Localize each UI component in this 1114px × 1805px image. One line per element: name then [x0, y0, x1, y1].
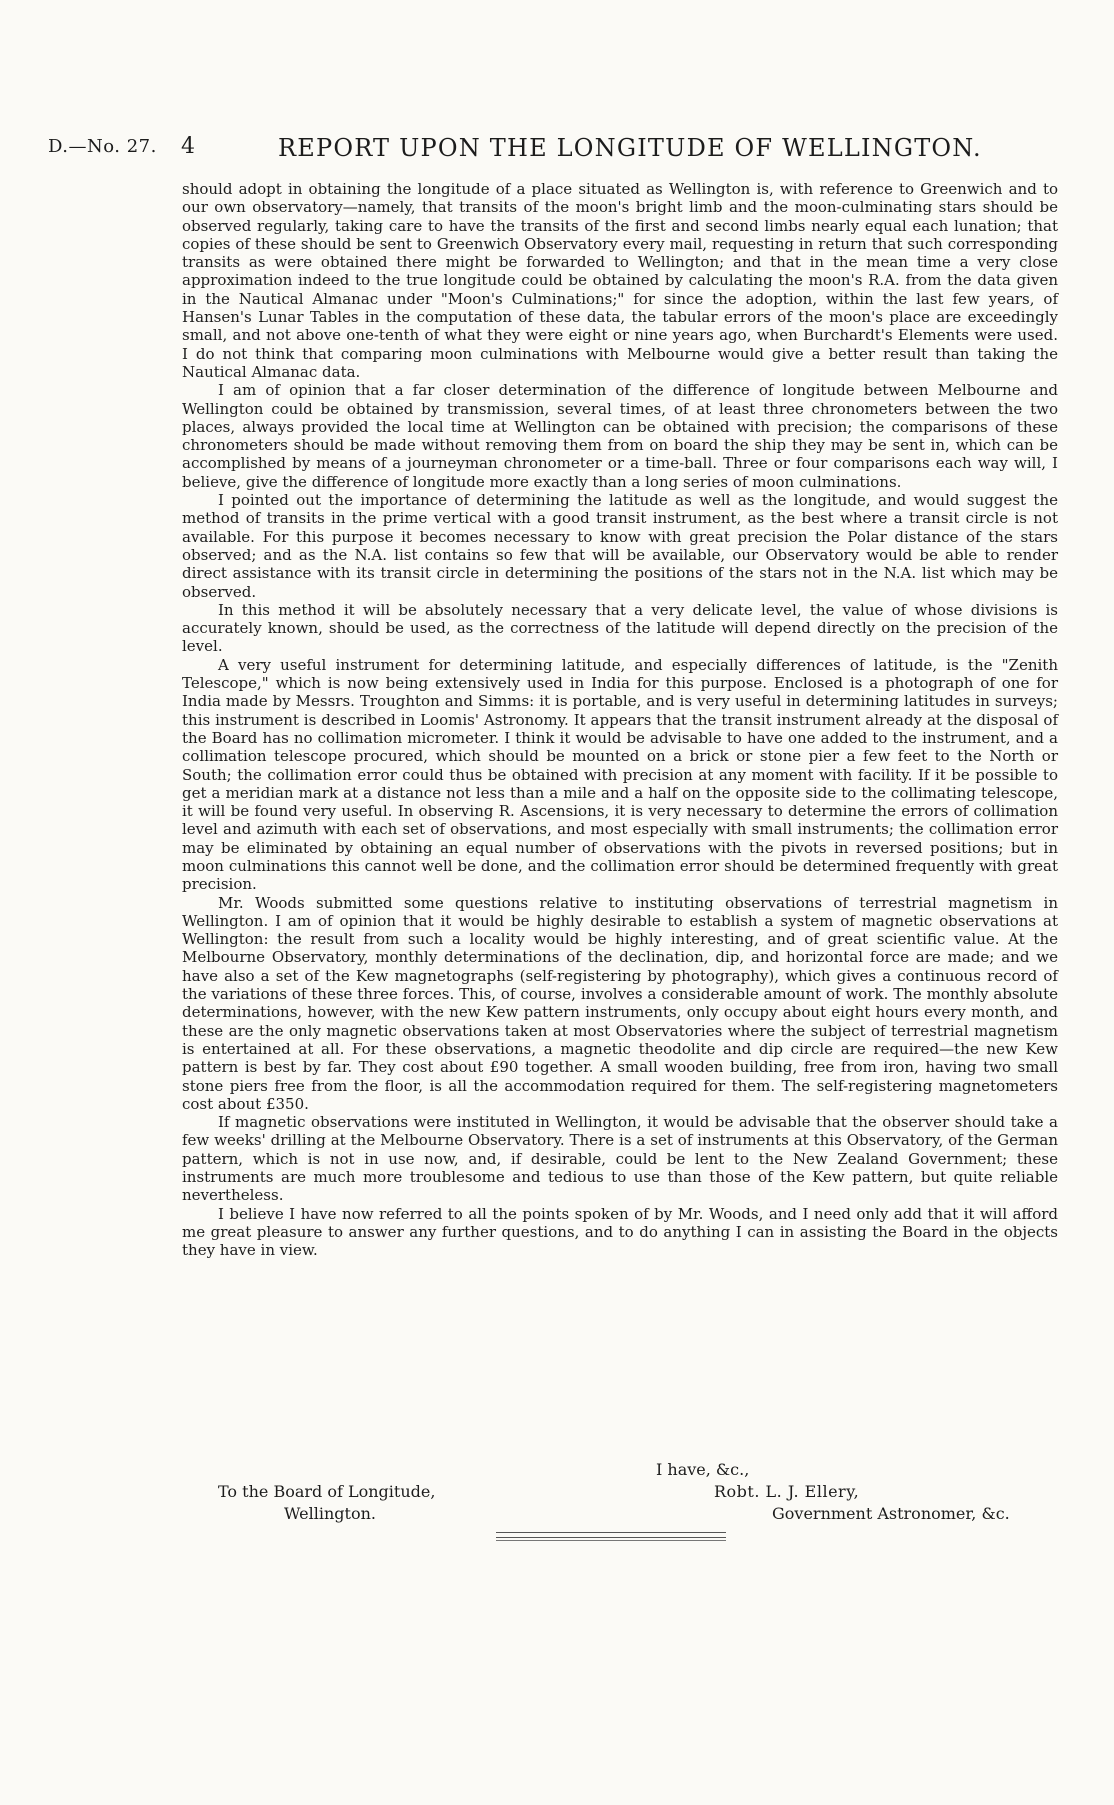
- letter-closing: [182, 1460, 1058, 1570]
- running-title: REPORT UPON THE LONGITUDE OF WELLINGTON.: [278, 134, 982, 162]
- document-reference: D.—No. 27.: [48, 136, 157, 157]
- report-body: [182, 180, 1058, 1260]
- paragraph: I pointed out the importance of determining the latitude as well as the longitude, and would suggest the method of transits in the prime vertical with a good transit instrument, as the best where a transit circle is not available. For this purpose it becomes necessary to know with great precision the Polar distance of the stars observed; and as the N.A. list contains so few that will be available, our Observatory would be able to render direct assistance with its transit circle in determining the positions of the stars not in the N.A. list which may be observed.: [182, 491, 1058, 601]
- paragraph: A very useful instrument for determining latitude, and especially differences of latitude, is the "Zenith Telescope," which is now being extensively used in India for this purpose. Enclosed is a photograph of one for India made by Messrs. Troughton and Simms: it is portable, and is very useful in determining latitudes in surveys; this instrument is described in Loomis' Astronomy. It appears that the transit instrument already at the disposal of the Board has no collimation micrometer. I think it would be advisable to have one added to the instrument, and a collimation telescope procured, which should be mounted on a brick or stone pier a few feet to the North or South; the collimation error could thus be obtained with precision at any moment with facility. If it be possible to get a meridian mark at a distance not less than a mile and a half on the opposite side to the collimating telescope, it will be found very useful. In observing R. Ascensions, it is very necessary to determine the errors of collimation level and azimuth with each set of observations, and most especially with small instruments; the collimation error may be eliminated by obtaining an equal number of observations with the pivots in reversed positions; but in moon culminations this cannot well be done, and the collimation error should be determined frequently with great precision.: [182, 655, 1058, 894]
- addressee-line: To the Board of Longitude,: [218, 1482, 436, 1501]
- salutation: I have, &c.,: [656, 1460, 750, 1479]
- paragraph: I am of opinion that a far closer determination of the difference of longitude between Melbourne and Wellington could be obtained by transmission, several times, of at least three chronometers between the two places, always provided the local time at Wellington can be obtained with precision; the comparisons of these chronometers should be made without removing them from on board the ship they may be sent in, which can be accomplished by means of a journeyman chronometer or a time-ball. Three or four comparisons each way will, I believe, give the difference of longitude more exactly than a long series of moon culminations.: [182, 381, 1058, 491]
- page-header: [48, 134, 1068, 164]
- closing-rule: [496, 1532, 726, 1538]
- page-number: 4: [181, 134, 195, 159]
- paragraph: If magnetic observations were instituted in Wellington, it would be advisable that the observer should take a few weeks' drilling at the Melbourne Observatory. There is a set of instruments at this Observatory, of the German pattern, which is not in use now, and, if desirable, could be lent to the New Zealand Government; these instruments are much more troublesome and tedious to use than those of the Kew pattern, but quite reliable nevertheless.: [182, 1113, 1058, 1205]
- closing-rule-secondary: [496, 1540, 726, 1541]
- paragraph: should adopt in obtaining the longitude of a place situated as Wellington is, with reference to Greenwich and to our own observatory—namely, that transits of the moon's bright limb and the moon-culminating stars should be observed regularly, taking care to have the transits of the first and second limbs nearly equal each lunation; that copies of these should be sent to Greenwich Observatory every mail, requesting in return that such corresponding transits as were obtained there might be forwarded to Wellington; and that in the mean time a very close approximation indeed to the true longitude could be obtained by calculating the moon's R.A. from the data given in the Nautical Almanac under "Moon's Culminations;" for since the adoption, within the last few years, of Hansen's Lunar Tables in the computation of these data, the tabular errors of the moon's place are exceedingly small, and not above one-tenth of what they were eight or nine years ago, when Burchardt's Elements were used. I do not think that comparing moon culminations with Melbourne would give a better result than taking the Nautical Almanac data.: [182, 180, 1058, 381]
- paragraph: In this method it will be absolutely necessary that a very delicate level, the value of whose divisions is accurately known, should be used, as the correctness of the latitude will depend directly on the precision of the level.: [182, 600, 1058, 656]
- signatory-name: Robt. L. J. Ellery,: [714, 1482, 860, 1501]
- addressee-location: Wellington.: [284, 1504, 376, 1523]
- paragraph: Mr. Woods submitted some questions relative to instituting observations of terrestrial magnetism in Wellington. I am of opinion that it would be highly desirable to establish a system of magnetic observations at Wellington: the result from such a locality would be highly interesting, and of great scientific value. At the Melbourne Observatory, monthly determinations of the declination, dip, and horizontal force are made; and we have also a set of the Kew magnetographs (self-registering by photography), which gives a continuous record of the variations of these three forces. This, of course, involves a considerable amount of work. The monthly absolute determinations, however, with the new Kew pattern instruments, only occupy about eight hours every month, and these are the only magnetic observations taken at most Observatories where the subject of terrestrial magnetism is entertained at all. For these observations, a magnetic theodolite and dip circle are required—the new Kew pattern is best by far. They cost about £90 together. A small wooden building, free from iron, having two small stone piers free from the floor, is all the accommodation required for them. The self-registering magnetometers cost about £350.: [182, 893, 1058, 1113]
- paragraph: I believe I have now referred to all the points spoken of by Mr. Woods, and I need only add that it will afford me great pleasure to answer any further questions, and to do anything I can in assisting the Board in the objects they have in view.: [182, 1204, 1058, 1260]
- signatory-title: Government Astronomer, &c.: [772, 1504, 1010, 1523]
